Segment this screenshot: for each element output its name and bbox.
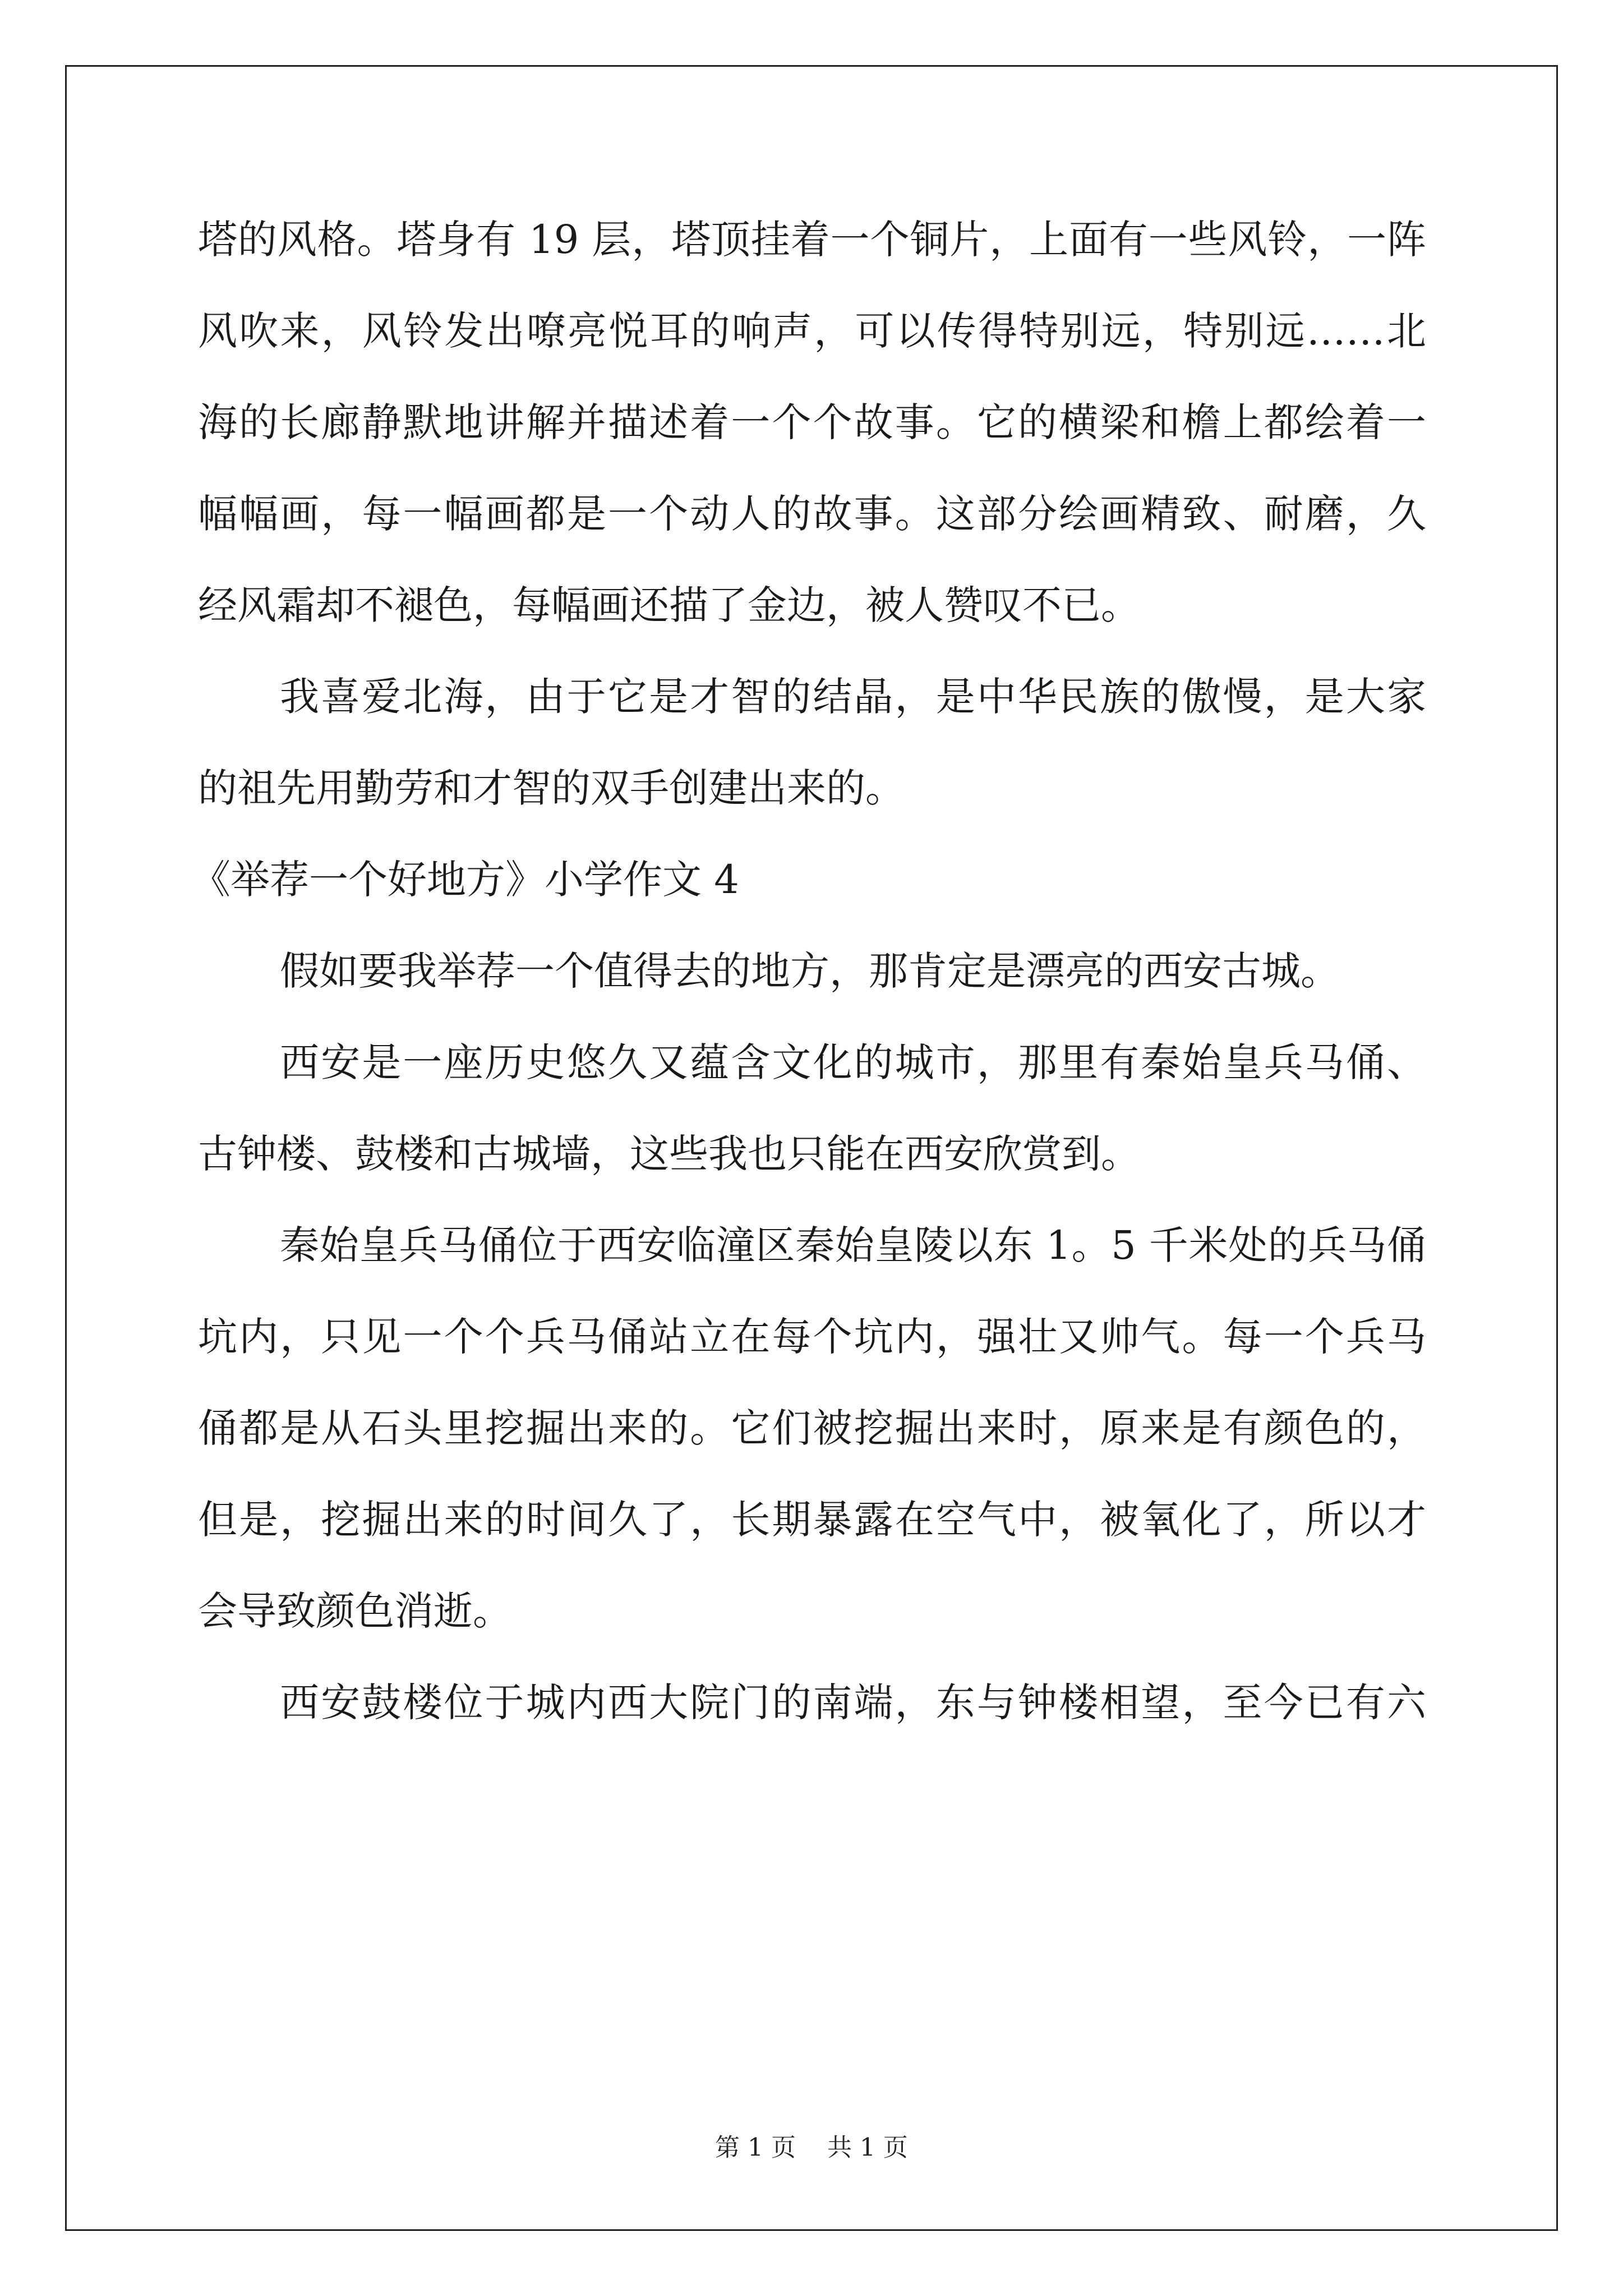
paragraph-line: 古钟楼、鼓楼和古城墙，这些我也只能在西安欣赏到。	[198, 1131, 1140, 1177]
paragraph-line: 假如要我举荐一个值得去的地方，那肯定是漂亮的西安古城。	[280, 948, 1340, 994]
page-footer: 第 1 页 共 1 页	[715, 2133, 908, 2162]
section-heading: 《举荐一个好地方》小学作文 4	[191, 857, 739, 903]
paragraph-line: 我喜爱北海，由于它是才智的结晶，是中华民族的傲慢，是大家	[280, 674, 1426, 720]
paragraph-line: 风吹来，风铃发出嘹亮悦耳的响声，可以传得特别远，特别远……北	[198, 308, 1426, 354]
paragraph-line: 塔的风格。塔身有 19 层，塔顶挂着一个铜片，上面有一些风铃，一阵	[198, 217, 1426, 263]
paragraph-line: 幅幅画，每一幅画都是一个动人的故事。这部分绘画精致、耐磨，久	[198, 491, 1426, 537]
paragraph-line: 会导致颜色消逝。	[198, 1588, 512, 1634]
paragraph-line: 西安是一座历史悠久又蕴含文化的城市，那里有秦始皇兵马俑、	[280, 1039, 1426, 1085]
paragraph-line: 的祖先用勤劳和才智的双手创建出来的。	[198, 765, 905, 811]
paragraph-line: 但是，挖掘出来的时间久了，长期暴露在空气中，被氧化了，所以才	[198, 1497, 1426, 1543]
paragraph-line: 海的长廊静默地讲解并描述着一个个故事。它的横梁和檐上都绘着一	[198, 399, 1426, 445]
paragraph-line: 俑都是从石头里挖掘出来的。它们被挖掘出来时，原来是有颜色的，	[198, 1405, 1426, 1451]
paragraph-line: 秦始皇兵马俑位于西安临潼区秦始皇陵以东 1。5 千米处的兵马俑	[280, 1222, 1426, 1268]
document-body	[191, 209, 1426, 1763]
paragraph-line: 经风霜却不褪色，每幅画还描了金边，被人赞叹不已。	[198, 582, 1140, 628]
paragraph-line: 坑内，只见一个个兵马俑站立在每个坑内，强壮又帅气。每一个兵马	[198, 1314, 1426, 1360]
paragraph-line: 西安鼓楼位于城内西大院门的南端，东与钟楼相望，至今已有六	[280, 1680, 1426, 1726]
